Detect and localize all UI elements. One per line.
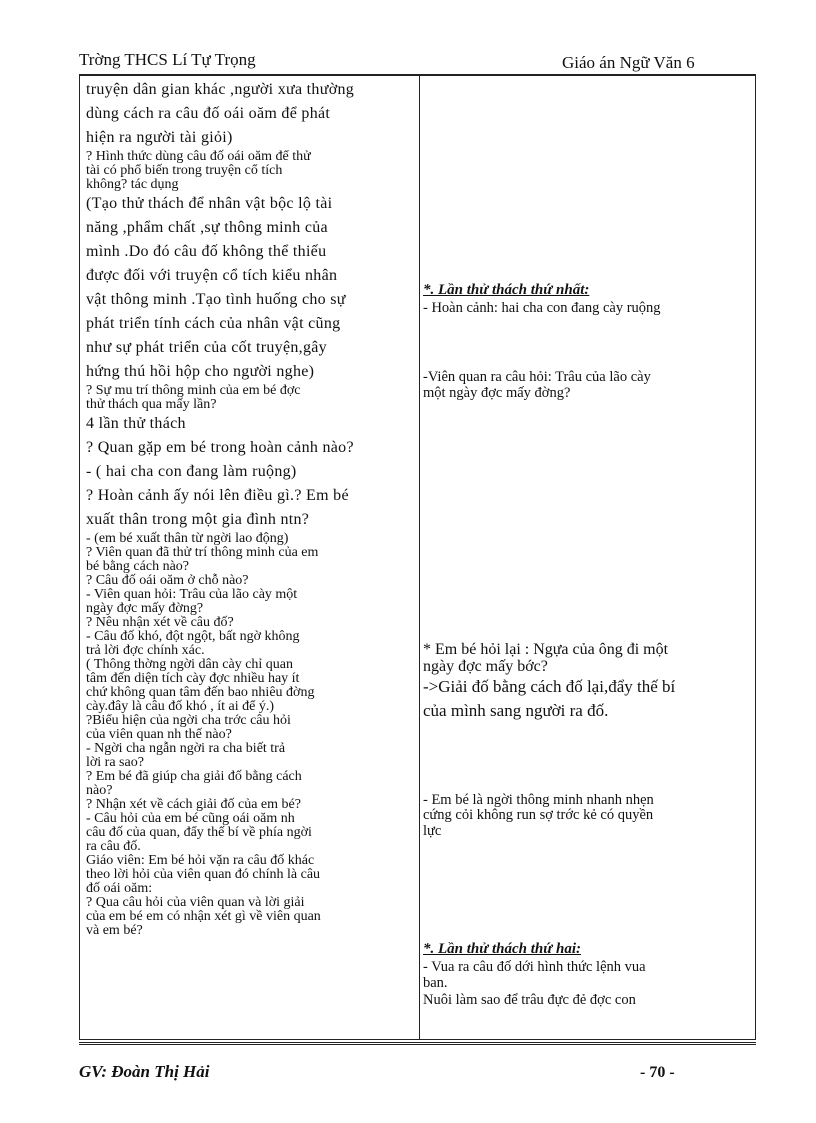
left-line: câu đố của quan, đẩy thế bí về phía ngời <box>86 825 312 840</box>
left-line: vật thông minh .Tạo tình huống cho sự <box>86 291 346 308</box>
left-line: 4 lần thử thách <box>86 415 186 432</box>
left-line: như sự phát triển của cốt truyện,gây <box>86 339 327 356</box>
left-line: ( Thông thờng ngời dân cày chỉ quan <box>86 657 294 672</box>
left-line: dùng cách ra câu đố oái oăm để phát <box>86 105 331 122</box>
section-title-second-challenge: *. Lần thử thách thứ hai: <box>423 941 582 957</box>
left-line: hiện ra người tài giỏi) <box>86 129 233 146</box>
left-line: ? Quan gặp em bé trong hoàn cảnh nào? <box>86 439 354 456</box>
left-line: Giáo viên: Em bé hỏi vặn ra câu đố khác <box>86 853 315 868</box>
left-line: và em bé? <box>86 923 143 938</box>
section-title-first-challenge: *. Lần thử thách thứ nhất: <box>423 282 590 298</box>
left-line: - Viên quan hỏi: Trâu của lão cày một <box>86 587 298 602</box>
right-line: của mình sang người ra đố. <box>423 701 609 720</box>
left-line: thử thách qua mấy lần? <box>86 397 217 412</box>
left-line: - Câu hỏi của em bé cũng oái oăm nh <box>86 811 295 826</box>
left-line: - ( hai cha con đang làm ruộng) <box>86 463 297 480</box>
school-name: Trờng THCS Lí Tự Trọng <box>79 50 256 69</box>
right-line: * Em bé hỏi lại : Ngựa của ông đi một <box>423 641 669 658</box>
left-line: ?Biểu hiện của ngời cha trớc câu hỏi <box>86 713 291 728</box>
left-line: - (em bé xuất thân từ ngời lao động) <box>86 531 289 546</box>
left-line: (Tạo thử thách để nhân vật bộc lộ tài <box>86 195 333 212</box>
left-line: - Ngời cha ngẫn ngời ra cha biết trả <box>86 741 286 756</box>
left-line: ? Sự mu trí thông minh của em bé đợc <box>86 383 301 398</box>
left-line: truyện dân gian khác ,người xưa thường <box>86 81 355 98</box>
left-line: đố oái oăm: <box>86 881 153 896</box>
left-line: được đối với truyện cổ tích kiểu nhân <box>86 267 338 284</box>
right-line: -Viên quan ra câu hỏi: Trâu của lão cày <box>423 369 651 385</box>
left-line: xuất thân trong một gia đình ntn? <box>86 511 310 528</box>
left-line: lời ra sao? <box>86 755 144 770</box>
teacher-name: GV: Đoàn Thị Hải <box>79 1062 210 1081</box>
right-line: - Vua ra câu đố dới hình thức lệnh vua <box>423 959 646 975</box>
left-line: ? Nhận xét về cách giải đố của em bé? <box>86 797 301 812</box>
left-line: ? Nêu nhận xét về câu đố? <box>86 615 234 630</box>
left-line: không? tác dụng <box>86 177 179 192</box>
left-line: năng ,phẩm chất ,sự thông minh của <box>86 219 328 236</box>
left-line: phát triển tính cách của nhân vật cũng <box>86 315 341 332</box>
right-line: Nuôi làm sao để trâu đực đẻ đợc con <box>423 992 636 1008</box>
left-line: hứng thú hồi hộp cho người nghe) <box>86 363 315 380</box>
right-line: - Hoàn cảnh: hai cha con đang cày ruộng <box>423 300 661 316</box>
right-line: ->Giải đố bằng cách đố lại,đẩy thế bí <box>423 677 676 696</box>
left-line: của em bé em có nhận xét gì về viên quan <box>86 909 321 924</box>
left-line: tài có phổ biến trong truyện cổ tích <box>86 163 283 178</box>
left-line: bé bằng cách nào? <box>86 559 189 574</box>
left-line: ngày đợc mấy đờng? <box>86 601 204 616</box>
right-line: - Em bé là ngời thông minh nhanh nhẹn <box>423 792 654 808</box>
left-column <box>86 78 412 938</box>
page-number: - 70 - <box>640 1064 675 1081</box>
left-line: chứ không quan tâm đến bao nhiêu đờng <box>86 685 315 700</box>
left-line: - Câu đố khó, đột ngột, bất ngờ không <box>86 629 300 644</box>
footer-rule <box>79 1042 756 1045</box>
left-line: tâm đến diện tích cày đợc nhiều hay ít <box>86 671 300 686</box>
left-line: nào? <box>86 783 113 798</box>
lesson-table <box>79 76 756 1040</box>
left-line: trả lời đợc chính xác. <box>86 643 205 658</box>
right-line: lực <box>423 823 442 839</box>
right-line: ban. <box>423 975 448 991</box>
left-line: của viên quan nh thế nào? <box>86 727 232 742</box>
left-line: ? Hình thức dùng câu đố oái oăm để thử <box>86 149 311 164</box>
left-line: cày.đây là câu đố khó , ít ai để ý.) <box>86 699 275 714</box>
left-line: mình .Do đó câu đố không thể thiếu <box>86 243 327 260</box>
left-line: ? Câu đố oái oăm ở chỗ nào? <box>86 573 249 588</box>
column-divider <box>419 76 420 1039</box>
subject-title: Giáo án Ngữ Văn 6 <box>562 53 695 72</box>
left-line: ra câu đố. <box>86 839 141 854</box>
left-line: ? Viên quan đã thử trí thông minh của em <box>86 545 319 560</box>
left-line: ? Em bé đã giúp cha giải đố bằng cách <box>86 769 302 784</box>
right-line: ngày đợc mấy bớc? <box>423 658 548 675</box>
left-line: ? Qua câu hỏi của viên quan và lời giải <box>86 895 305 910</box>
left-line: theo lời hỏi của viên quan đó chính là câu <box>86 867 321 882</box>
left-line: ? Hoàn cảnh ấy nói lên điều gì.? Em bé <box>86 487 349 504</box>
right-line: cứng cỏi không run sợ trớc kẻ có quyền <box>423 807 654 823</box>
right-line: một ngày đợc mấy đờng? <box>423 385 571 401</box>
